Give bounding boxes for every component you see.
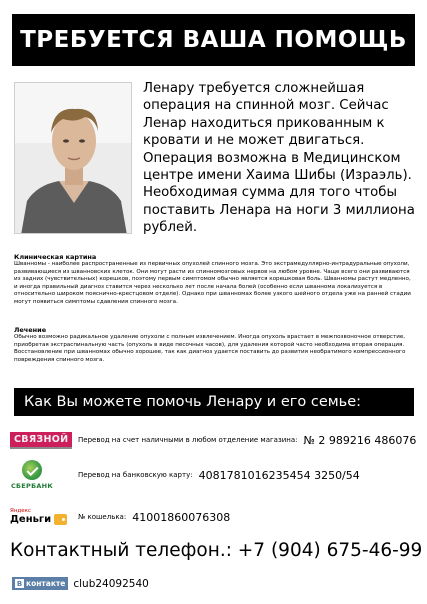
payment-sberbank — [10, 460, 420, 490]
svyaznoy-logo — [10, 432, 78, 449]
patient-photo — [14, 82, 132, 234]
clinical-text: Шванномы - наиболее распространенные из первичных опухолей спинного мозга. Это экстрамедуллярно-интрадуральные опухоли, развивающиеся из шванновских клеток. Они могут расти из спинномозговых нервов на любом уровне. Чаще всего они развиваются из задних (чувствительных) корешков, поэтому первым симптомом обычно является корешковая боль. Шванномы растут медленно, и иногда правильный диагноз ставится через несколько лет после начала болей (особенно если шваннома локализуется в относительно широком пояснично-крестцовом отделе). Однако при шванномах более узкого шейного отдела уже на ранней стадии могут появиться симптомы сдавления спинного мозга. — [14, 261, 411, 305]
page-title: ТРЕБУЕТСЯ ВАША ПОМОЩЬ — [20, 27, 407, 53]
sberbank-label: Перевод на банковскую карту: — [78, 471, 193, 479]
help-heading: Как Вы можете помочь Ленару и его семье: — [24, 394, 362, 410]
payment-yandex — [10, 503, 420, 531]
yandex-wallet-number: 41001860076308 — [132, 510, 231, 524]
treatment-heading: Лечение — [14, 326, 47, 334]
yandex-logo-big: Деньги — [10, 513, 52, 525]
treatment-text: Обычно возможно радикальное удаление опухоли с полным извлечением. Иногда опухоль врастает в межпозвоночное отверстие, приобретая экстраспинальную часть (опухоль в виде песочных часов), для удаления которой часто необходима вторая операция. Восстановление при шванномах обычно хорошее, так как диагноз удается поставить до развития необратимого компрессионного повреждения спинного мозга. — [14, 334, 406, 363]
payment-svyaznoy — [10, 430, 420, 450]
sberbank-card-number: 4081781016235454 3250/54 — [198, 468, 360, 482]
vk-club-link[interactable]: club24092540 — [73, 577, 149, 590]
contact-phone: Контактный телефон.: +7 (904) 675-46-99 — [10, 540, 423, 561]
svyaznoy-logo-text: СВЯЗНОЙ — [10, 432, 72, 449]
person-photo-illustration — [15, 83, 132, 234]
svyaznoy-label: Перевод на счет наличными в любом отделение магазина: — [78, 436, 298, 444]
sberbank-icon — [22, 460, 42, 480]
yandex-label: № кошелька: — [78, 513, 127, 521]
sberbank-logo — [10, 460, 78, 490]
yandex-money-logo — [10, 509, 78, 525]
intro-text: Ленару требуется сложнейшая операция на спинной мозг. Сейчас Ленар находиться прикованным к кровати и не может двигаться. Операция возможна в Медицинском центре имени Хаима Шибы (Израэль). Необходимая сумма для того чтобы поставить Ленара на ноги 3 миллиона рублей. — [143, 81, 415, 236]
help-banner — [14, 388, 414, 416]
sberbank-logo-text: СБЕРБАНК — [10, 482, 54, 490]
clinical-heading: Клиническая картина — [14, 253, 97, 261]
yandex-logo-small: Яндекс — [10, 508, 31, 515]
vk-logo — [12, 577, 68, 590]
vk-logo-text: контакте — [26, 579, 66, 588]
svyaznoy-account: № 2 989216 486076 — [303, 433, 417, 447]
vk-logo-letter: B — [16, 579, 23, 588]
wallet-icon — [54, 514, 67, 525]
title-banner — [12, 14, 415, 66]
vk-footer — [12, 577, 149, 590]
